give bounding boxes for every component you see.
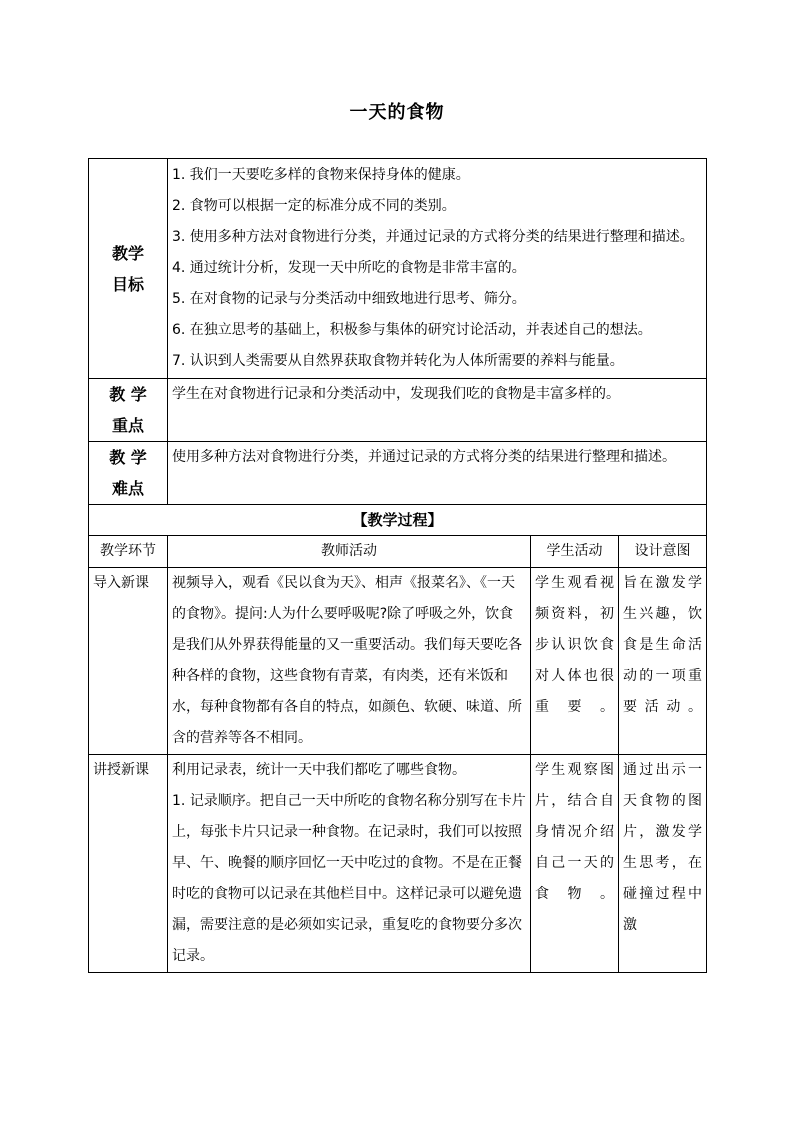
student-activity-cell: 学生观看视频资料，初步认识饮食对人体也很重要。 bbox=[531, 568, 619, 755]
objective-item: 2. 食物可以根据一定的标准分成不同的类别。 bbox=[172, 198, 456, 214]
teacher-activity-text: 1. 记录顺序。把自己一天中所吃的食物名称分别写在卡片上，每张卡片只记录一种食物。在记录时，我们可以按照早、午、晚餐的顺序回忆一天中吃过的食物。不是在正餐时吃的食物可以记录在其他栏目中。这样记录可以避免遗漏，需要注意的是必须如实记录，重复吃的食物要分多次记录。 bbox=[172, 793, 526, 964]
difficulty-label bbox=[89, 442, 168, 505]
design-intent-cell: 通过出示一天食物的图片，激发学生思考，在碰撞过程中激 bbox=[619, 755, 707, 973]
difficulty-text: 使用多种方法对食物进行分类，并通过记录的方式将分类的结果进行整理和描述。 bbox=[168, 442, 707, 505]
column-header-student: 学生活动 bbox=[531, 536, 619, 568]
objectives-label-line2: 目标 bbox=[111, 274, 144, 294]
objective-item: 5. 在对食物的记录与分类活动中细致地进行思考、筛分。 bbox=[172, 291, 526, 307]
key-point-label-line1: 教 学 bbox=[109, 385, 147, 404]
difficulty-label-line2: 难点 bbox=[111, 479, 144, 498]
difficulty-row bbox=[89, 442, 707, 505]
design-intent-cell: 旨在激发学生兴趣，饮食是生命活动的一项重要活动。 bbox=[619, 568, 707, 755]
objective-item: 4. 通过统计分析，发现一天中所吃的食物是非常丰富的。 bbox=[172, 260, 526, 276]
table-row bbox=[89, 568, 707, 755]
key-point-label bbox=[89, 379, 168, 442]
difficulty-label-line1: 教 学 bbox=[109, 448, 147, 467]
column-header-stage: 教学环节 bbox=[89, 536, 168, 568]
objective-item: 1. 我们一天要吃多样的食物来保持身体的健康。 bbox=[172, 167, 470, 183]
lesson-plan-table bbox=[88, 158, 707, 973]
page-title: 一天的食物 bbox=[349, 102, 445, 123]
process-banner-row bbox=[89, 505, 707, 536]
teacher-activity-cell: 视频导入，观看《民以食为天》、相声《报菜名》、《一天的食物》。提问:人为什么要呼吸呢?除了呼吸之外，饮食是我们从外界获得能量的又一重要活动。我们每天要吃各种各样的食物，这些食物有青菜，有肉类，还有米饭和水，每种食物都有各自的特点，如颜色、软硬、味道、所含的营养等各不相同。 bbox=[168, 568, 531, 755]
process-banner: 【教学过程】 bbox=[89, 505, 707, 536]
objective-item: 6. 在独立思考的基础上，积极参与集体的研究讨论活动，并表述自己的想法。 bbox=[172, 322, 652, 338]
stage-cell: 讲授新课 bbox=[89, 755, 168, 973]
key-point-label-line2: 重点 bbox=[111, 416, 144, 435]
table-row bbox=[89, 755, 707, 973]
column-header-intent: 设计意图 bbox=[619, 536, 707, 568]
student-activity-cell: 学生观察图片，结合自身情况介绍自己一天的食物。 bbox=[531, 755, 619, 973]
objectives-content bbox=[168, 159, 707, 379]
objective-item: 3. 使用多种方法对食物进行分类，并通过记录的方式将分类的结果进行整理和描述。 bbox=[172, 229, 694, 245]
stage-cell: 导入新课 bbox=[89, 568, 168, 755]
teacher-activity-cell bbox=[168, 755, 531, 973]
column-header-row bbox=[89, 536, 707, 568]
objectives-row bbox=[89, 159, 707, 379]
key-point-text: 学生在对食物进行记录和分类活动中，发现我们吃的食物是丰富多样的。 bbox=[168, 379, 707, 442]
column-header-teacher: 教师活动 bbox=[168, 536, 531, 568]
key-point-row bbox=[89, 379, 707, 442]
teacher-activity-intro: 利用记录表，统计一天中我们都吃了哪些食物。 bbox=[172, 762, 466, 778]
objective-item: 7. 认识到人类需要从自然界获取食物并转化为人体所需要的养料与能量。 bbox=[172, 353, 624, 369]
objectives-label-line1: 教学 bbox=[111, 243, 144, 263]
objectives-label bbox=[89, 159, 168, 379]
